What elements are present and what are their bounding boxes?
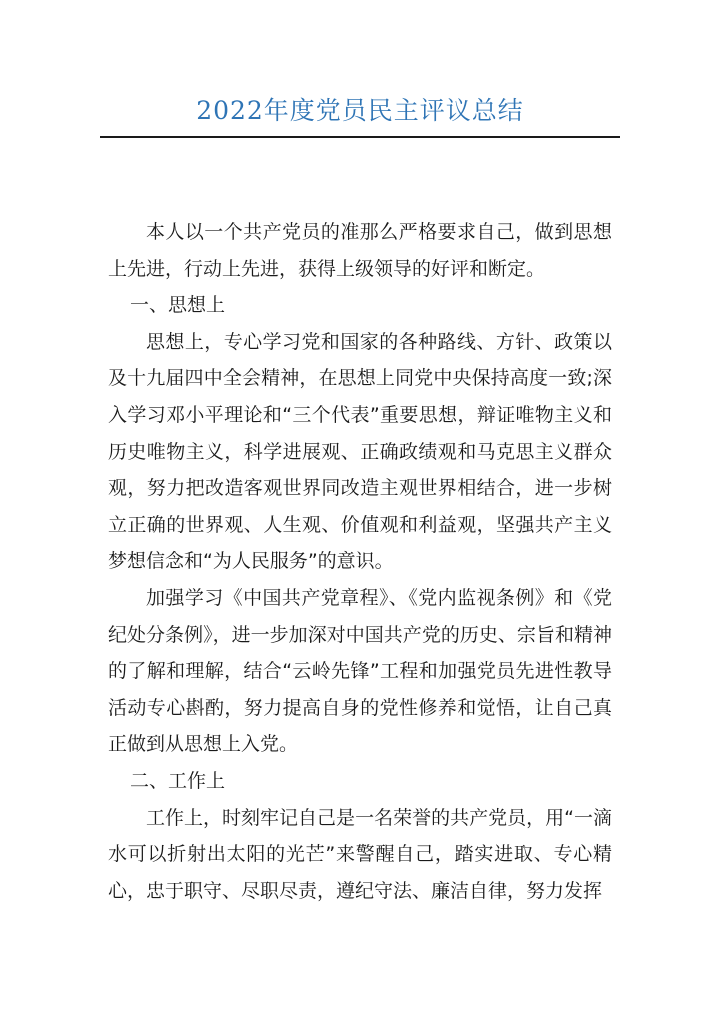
paragraph-thought: 思想上，专心学习党和国家的各种路线、方针、政策以及十九届四中全会精神，在思想上同党中央保持高度一致;深入学习邓小平理论和“三个代表”重要思想，辩证唯物主义和历史唯物主义，科学进展观、正确政绩观和马克思主义群众观，努力把改造客观世界同改造主观世界相结合，进一步树立正确的世界观、人生观、价值观和利益观，坚强共产主义梦想信念和“为人民服务”的意识。 — [108, 330, 612, 573]
document-body — [108, 214, 612, 909]
paragraph-study: 加强学习《中国共产党章程》、《党内监视条例》和《党纪处分条例》，进一步加深对中国共产党的历史、宗旨和精神的了解和理解，结合“云岭先锋”工程和加强党员先进性教导活动专心斟酌，努力提高自身的党性修养和觉悟，让自己真正做到从思想上入党。 — [108, 586, 612, 756]
paragraph-work: 工作上，时刻牢记自己是一名荣誉的共产党员，用“一滴水可以折射出太阳的光芒”来警醒自己，踏实进取、专心精心，忠于职守、尽职尽责，遵纪守法、廉洁自律，努力发挥 — [108, 806, 612, 902]
title-underline — [100, 136, 620, 138]
section-heading-thought: 一、思想上 — [130, 294, 226, 317]
section-heading-work: 二、工作上 — [130, 769, 226, 792]
paragraph-intro: 本人以一个共产党员的准那么严格要求自己，做到思想上先进，行动上先进，获得上级领导的好评和断定。 — [108, 221, 612, 280]
document-title: 2022年度党员民主评议总结 — [196, 96, 524, 125]
